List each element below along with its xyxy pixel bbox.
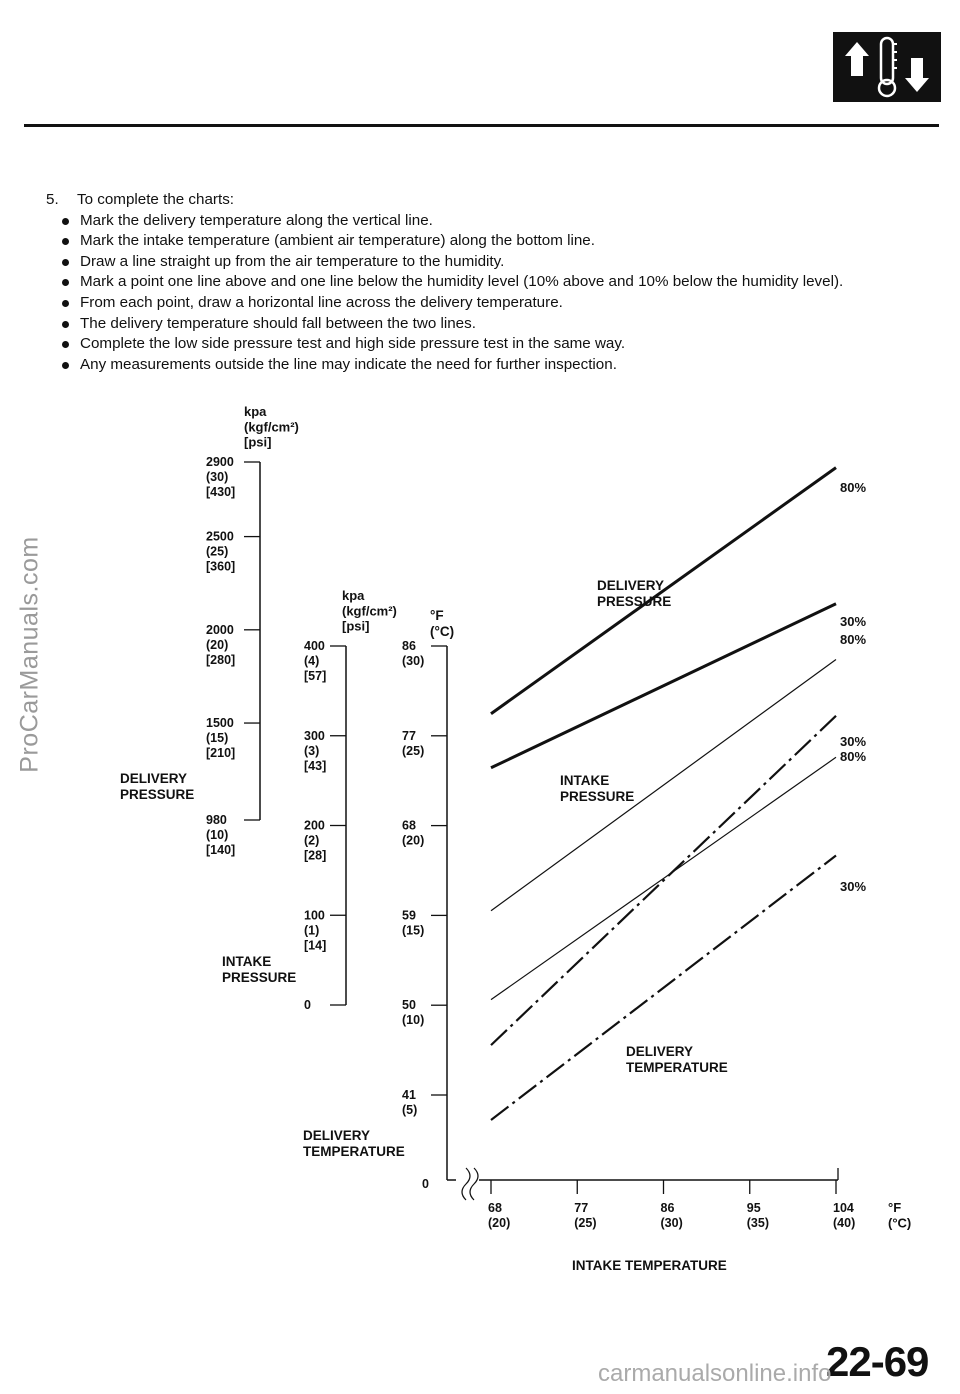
series-end-label: 30% bbox=[840, 614, 867, 629]
series-group-label: DELIVERY TEMPERATURE bbox=[626, 1044, 728, 1075]
bullet-item: Draw a line straight up from the air temperature to the humidity. bbox=[68, 252, 843, 273]
y-tick-label: 100 (1) [14] bbox=[304, 908, 327, 953]
bullet-item: Mark a point one line above and one line below the humidity level (10% above and 10% below the humidity level). bbox=[68, 272, 843, 293]
y-axis-title: DELIVERY TEMPERATURE bbox=[303, 1128, 405, 1159]
bullet-item: Any measurements outside the line may indicate the need for further inspection. bbox=[68, 355, 843, 376]
x-axis-title: INTAKE TEMPERATURE bbox=[572, 1258, 727, 1273]
series-end-label: 80% bbox=[840, 632, 867, 647]
y-axis-title: DELIVERY PRESSURE bbox=[120, 771, 195, 802]
series-end-label: 30% bbox=[840, 734, 867, 749]
x-tick-label: 95 (35) bbox=[746, 1201, 769, 1230]
x-tick-label: 77 (25) bbox=[574, 1201, 597, 1230]
x-tick-label: 68 (20) bbox=[488, 1201, 511, 1230]
y-tick-label: 2500 (25) [360] bbox=[206, 529, 236, 574]
y-tick-label: 86 (30) bbox=[402, 639, 425, 668]
y-tick-label: 2000 (20) [280] bbox=[206, 622, 236, 667]
y-tick-label: 1500 (15) [210] bbox=[206, 716, 236, 761]
bullet-item: From each point, draw a horizontal line across the delivery temperature. bbox=[68, 293, 843, 314]
page-number: 22-69 bbox=[826, 1338, 929, 1385]
y-tick-label: 77 (25) bbox=[402, 728, 425, 758]
y-axis-unit: kpa (kgf/cm²) [psi] bbox=[244, 404, 299, 450]
y-tick-label: 59 (15) bbox=[402, 908, 425, 938]
series-group-label: DELIVERY PRESSURE bbox=[597, 578, 672, 609]
y-tick-label: 68 (20) bbox=[402, 818, 425, 848]
series-line bbox=[491, 716, 836, 1045]
y-tick-label: 2900 (30) [430] bbox=[206, 455, 236, 499]
bullet-item: Complete the low side pressure test and high side pressure test in the same way. bbox=[68, 334, 843, 355]
series-end-label: 80% bbox=[840, 480, 867, 495]
side-watermark: ProCarManuals.com bbox=[15, 536, 44, 773]
axis-break-icon bbox=[462, 1168, 478, 1200]
x-axis-unit: °F (°C) bbox=[888, 1200, 912, 1231]
y-axis-unit: °F (°C) bbox=[430, 608, 455, 639]
y-tick-label: 41 (5) bbox=[402, 1088, 418, 1117]
series-end-label: 30% bbox=[840, 879, 867, 894]
series-line bbox=[491, 856, 836, 1120]
y-tick-label: 400 (4) [57] bbox=[304, 639, 327, 683]
step-number: 5. bbox=[46, 191, 59, 208]
bullet-item: Mark the intake temperature (ambient air temperature) along the bottom line. bbox=[68, 231, 843, 252]
x-tick-label: 86 (30) bbox=[660, 1201, 683, 1230]
series-end-label: 80% bbox=[840, 749, 867, 764]
series-line bbox=[491, 757, 836, 999]
y-tick-label: 0 bbox=[304, 998, 311, 1012]
y-tick-label: 200 (2) [28] bbox=[304, 818, 327, 863]
bullet-item: The delivery temperature should fall between the two lines. bbox=[68, 314, 843, 335]
y-tick-label: 300 (3) [43] bbox=[304, 728, 327, 773]
x-tick-label: 104 (40) bbox=[833, 1201, 856, 1230]
y-tick-label: 50 (10) bbox=[402, 998, 425, 1028]
series-line bbox=[491, 659, 836, 910]
y-tick-label: 980 (10) [140] bbox=[206, 813, 236, 857]
y-axis-title: INTAKE PRESSURE bbox=[222, 954, 297, 985]
series-group-label: INTAKE PRESSURE bbox=[560, 773, 635, 804]
footer-watermark: carmanualsonline.info bbox=[598, 1360, 832, 1387]
bullet-item: Mark the delivery temperature along the vertical line. bbox=[68, 211, 843, 232]
y-axis-unit: kpa (kgf/cm²) [psi] bbox=[342, 588, 397, 634]
series-line bbox=[491, 604, 836, 768]
step-lead-text: To complete the charts: bbox=[77, 191, 235, 208]
x-origin-label: 0 bbox=[422, 1177, 429, 1191]
